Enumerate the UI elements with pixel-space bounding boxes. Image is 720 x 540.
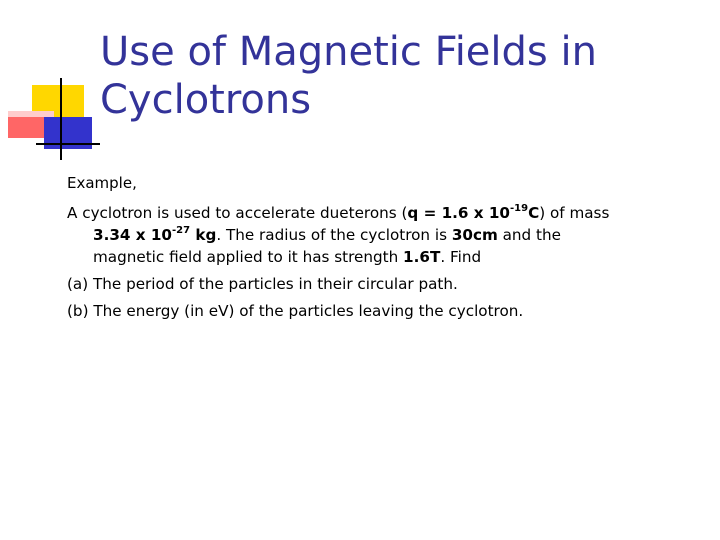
mass-exponent: -27 xyxy=(171,224,191,236)
decorative-squares-graphic xyxy=(0,0,110,170)
red-square-fade xyxy=(8,111,54,117)
paragraph-line-3 xyxy=(67,246,687,268)
item-marker: (a) xyxy=(67,275,89,293)
mass-mantissa: 3.34 x 10 xyxy=(93,226,172,244)
radius-value: 30cm xyxy=(451,226,498,244)
charge-unit: C xyxy=(528,204,540,222)
text-segment: . Find xyxy=(440,248,482,266)
slide-body xyxy=(67,172,687,327)
item-text: The period of the particles in their circular path. xyxy=(93,275,458,293)
mass-value xyxy=(93,226,216,244)
text-segment: A cyclotron is used to accelerate dueterons ( xyxy=(67,204,408,222)
item-marker: (b) xyxy=(67,302,89,320)
paragraph-line-2 xyxy=(67,224,687,246)
mass-unit: kg xyxy=(190,226,217,244)
question-item-b xyxy=(67,300,687,322)
field-strength-value: 1.6T xyxy=(403,248,441,266)
title-line-2: Cyclotrons xyxy=(100,77,312,123)
paragraph-line-1 xyxy=(67,202,687,224)
title-line-1: Use of Magnetic Fields in xyxy=(100,29,597,75)
example-label: Example, xyxy=(67,174,137,192)
text-segment: and the xyxy=(497,226,561,244)
slide-title xyxy=(100,28,700,124)
item-text: The energy (in eV) of the particles leaving the cyclotron. xyxy=(93,302,524,320)
question-item-a xyxy=(67,273,687,295)
charge-exponent: -19 xyxy=(510,202,529,214)
problem-paragraph xyxy=(67,202,687,268)
text-segment: magnetic field applied to it has strength xyxy=(93,248,404,266)
text-segment: ) of mass xyxy=(539,204,610,222)
charge-value xyxy=(407,204,539,222)
text-segment: . The radius of the cyclotron is xyxy=(216,226,452,244)
charge-mantissa: q = 1.6 x 10 xyxy=(407,204,510,222)
